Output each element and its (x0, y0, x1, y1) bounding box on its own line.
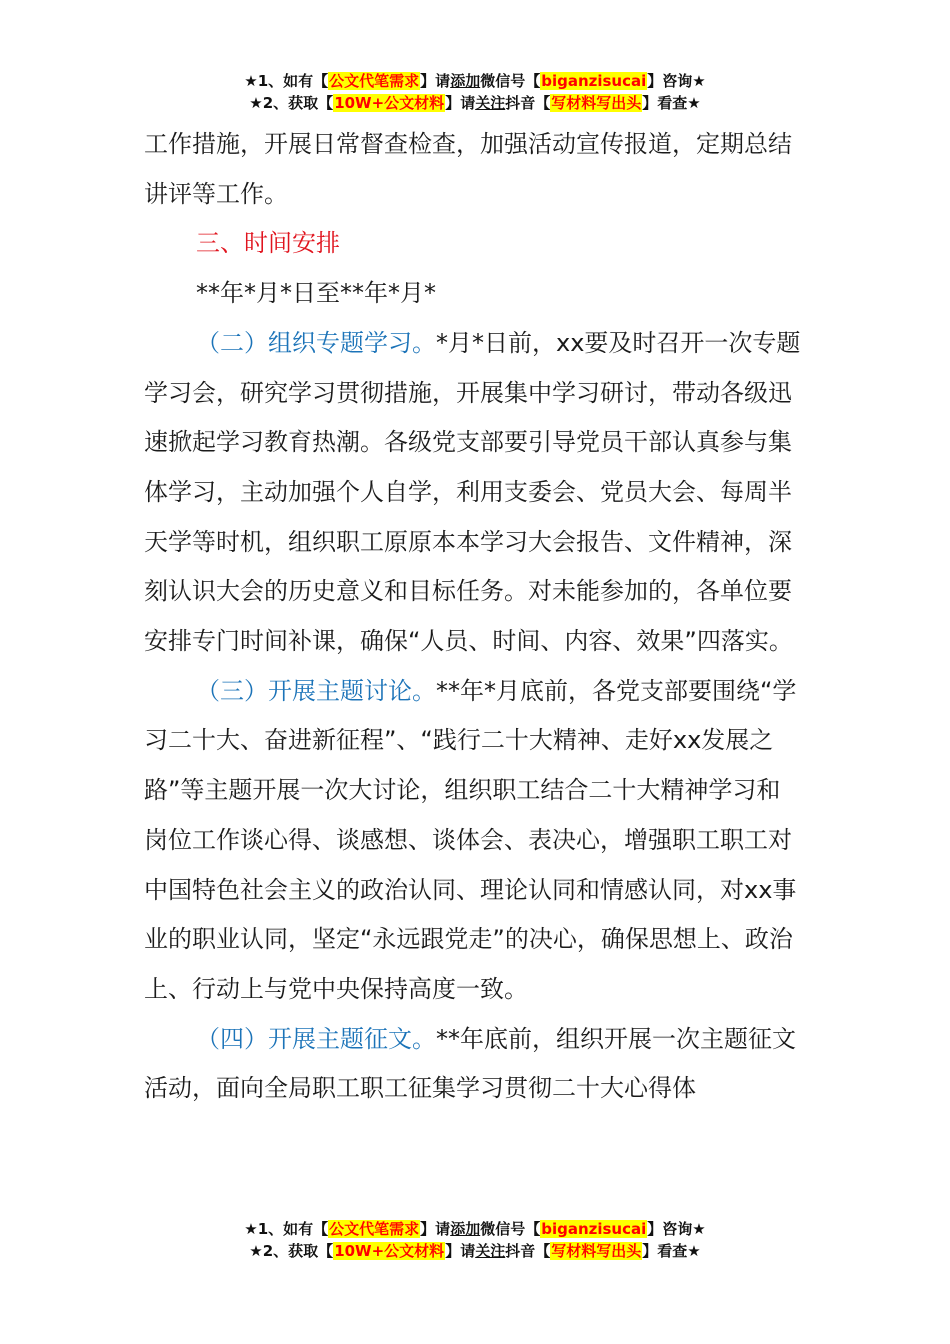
highlight-materials: 10W+公文材料 (334, 94, 445, 112)
footer-banner-line-1: ★1、如有【公文代笔需求】请添加微信号【biganzisucai】咨询★ (244, 1220, 706, 1238)
header-banner-line-1: ★1、如有【公文代笔需求】请添加微信号【biganzisucai】咨询★ (244, 72, 706, 90)
continuation-paragraph: 工作措施，开展日常督查检查，加强活动宣传报道，定期总结讲评等工作。 (144, 130, 792, 208)
item-4-text: **年底前，组织开展一次主题征文活动，面向全局职工职工征集学习贯彻二十大心得体 (144, 1024, 796, 1103)
item-3-paragraph (144, 667, 804, 1015)
footer-banner-line-2: ★2、获取【10W+公文材料】请关注抖音【写材料写出头】看查★ (249, 1242, 701, 1260)
item-3-heading: （三）开展主题讨论。 (196, 676, 436, 705)
footer-banner (0, 1218, 950, 1262)
highlight-materials: 10W+公文材料 (334, 1242, 445, 1260)
item-2-text: *月*日前，xx要及时召开一次专题学习会，研究学习贯彻措施，开展集中学习研讨，带动各级迅速掀起学习教育热潮。各级党支部要引导党员干部认真参与集体学习，主动加强个人自学，利用支委会、党员大会、每周半天学等时机，组织职工原原本本学习大会报告、文件精神，深刻认识大会的历史意义和目标任务。对未能参加的，各单位要安排专门时间补课，确保“人员、时间、内容、效果”四落实。 (144, 328, 801, 656)
section-3-heading: 三、时间安排 (196, 229, 340, 258)
header-banner-line-2: ★2、获取【10W+公文材料】请关注抖音【写材料写出头】看查★ (249, 94, 701, 112)
item-2-heading: （二）组织专题学习。 (196, 328, 436, 357)
item-4-paragraph (144, 1015, 804, 1114)
time-range: **年*月*日至**年*月* (196, 279, 436, 308)
highlight-douyin: 写材料写出头 (551, 94, 642, 112)
item-2-paragraph (144, 319, 804, 667)
highlight-wechat-id: biganzisucai (541, 72, 647, 90)
document-body (144, 120, 804, 1114)
highlight-ghostwriting: 公文代笔需求 (329, 1220, 420, 1238)
header-banner (0, 70, 950, 114)
highlight-douyin: 写材料写出头 (551, 1242, 642, 1260)
item-3-text: **年*月底前，各党支部要围绕“学习二十大、奋进新征程”、“践行二十大精神、走好xx发展之路”等主题开展一次大讨论，组织职工结合二十大精神学习和岗位工作谈心得、谈感想、谈体会、表决心，增强职工职工对中国特色社会主义的政治认同、理论认同和情感认同，对xx事业的职业认同，坚定“永远跟党走”的决心，确保思想上、政治上、行动上与党中央保持高度一致。 (144, 676, 797, 1003)
highlight-wechat-id: biganzisucai (541, 1220, 647, 1238)
item-4-heading: （四）开展主题征文。 (196, 1024, 436, 1053)
highlight-ghostwriting: 公文代笔需求 (329, 72, 420, 90)
